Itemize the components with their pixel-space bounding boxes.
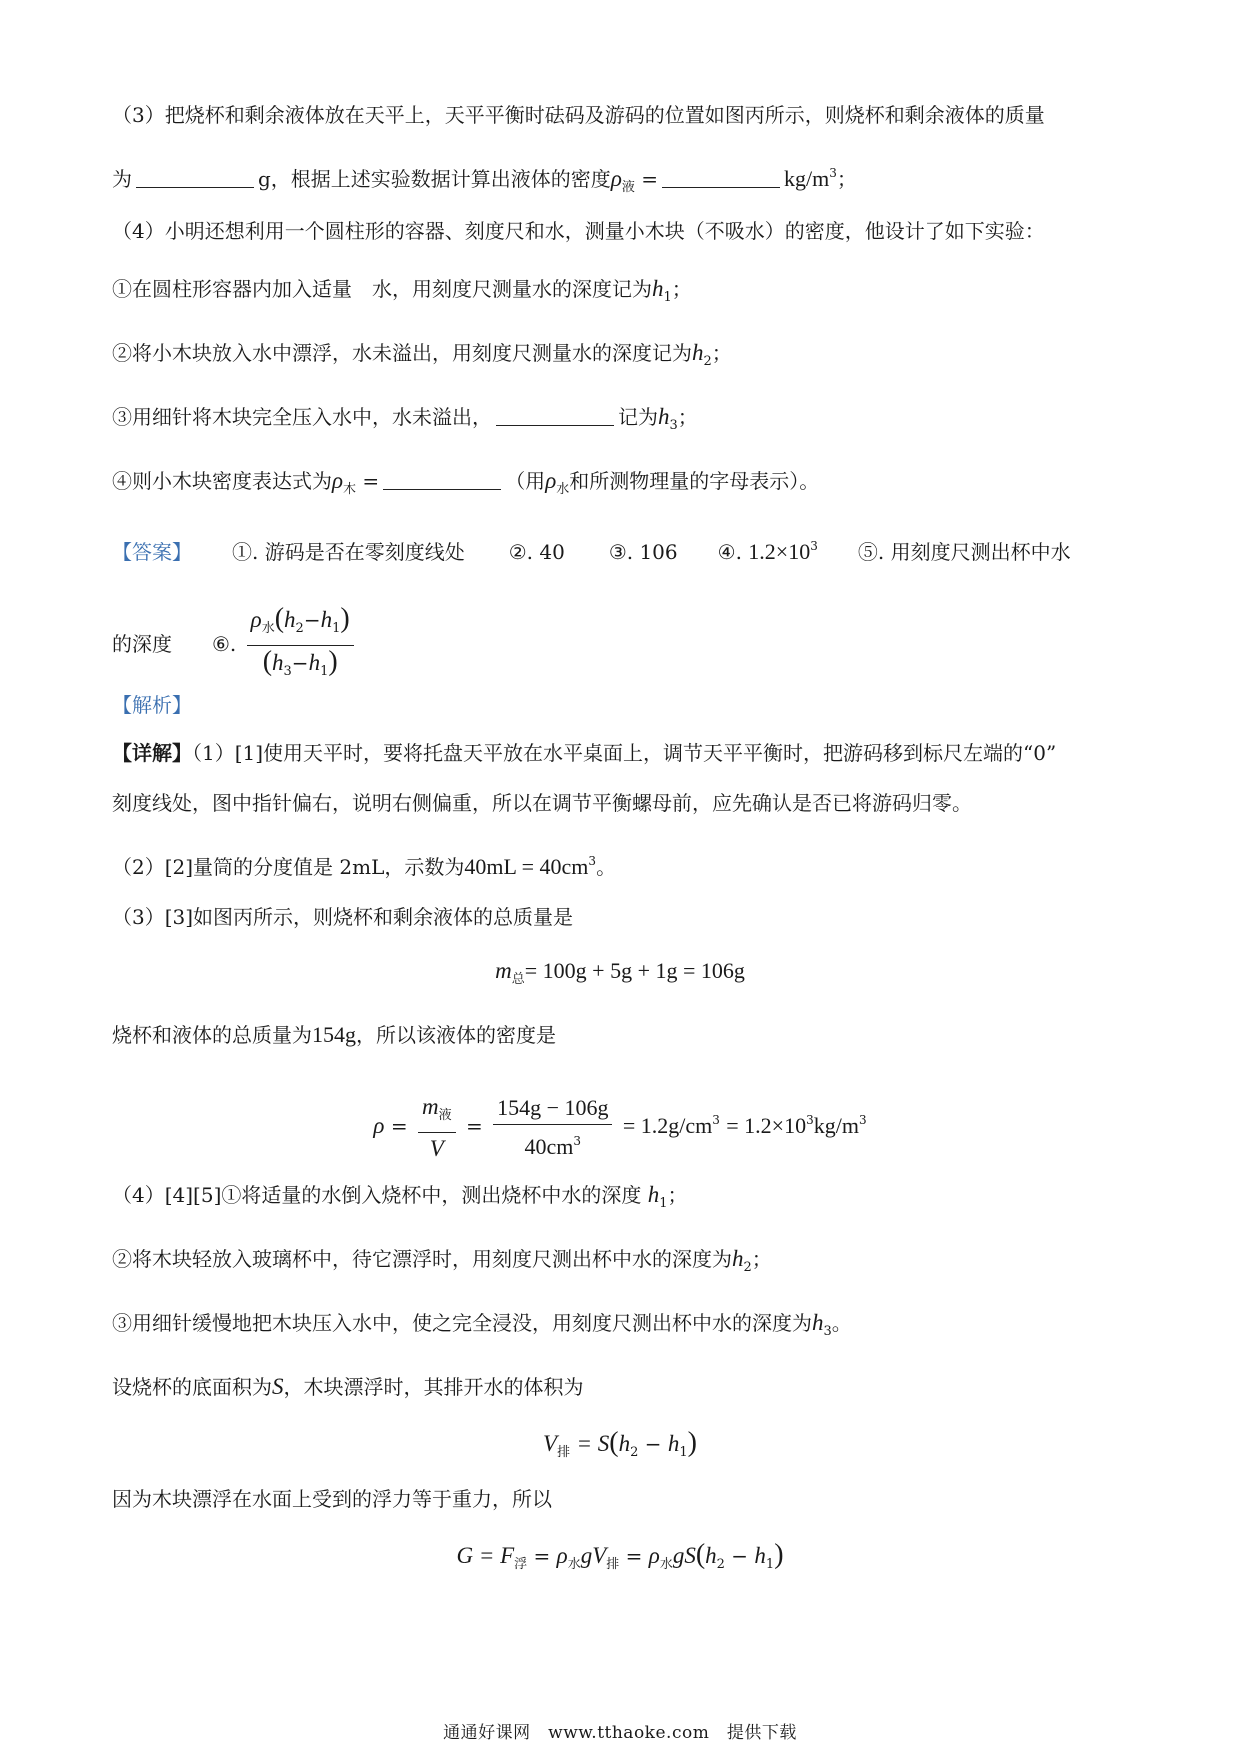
- s-var: S: [684, 1543, 696, 1568]
- para-2-end: 。: [596, 855, 617, 879]
- m-var: m: [421, 1093, 439, 1119]
- density-kg-m3: = 1.2×10: [726, 1113, 807, 1138]
- answer-5-cont: 的深度: [112, 632, 172, 656]
- answer-label: 【答案】: [112, 540, 192, 564]
- detail-text-cont: 刻度线处，图中指针偏右，说明右侧偏重，所以在调节平衡螺母前，应先确认是否已将游码归零。: [112, 791, 972, 815]
- analysis-label: 【解析】: [112, 693, 192, 717]
- rho-subscript: 液: [621, 180, 635, 195]
- h-var: h: [754, 1543, 766, 1568]
- rho-subscript: 木: [343, 482, 357, 497]
- h-sub: 1: [663, 290, 672, 305]
- h-sub: 1: [659, 1196, 668, 1211]
- v-var: V: [592, 1543, 607, 1568]
- equals-sign: =: [390, 1114, 408, 1138]
- para-3b-text: 烧杯和液体的总质量为: [112, 1023, 312, 1047]
- q3-line-2: [112, 158, 1128, 203]
- h-sub: 1: [332, 621, 341, 636]
- sup-3: 3: [858, 1113, 867, 1127]
- semicolon: ；: [751, 1247, 772, 1271]
- rho-symbol: ρ: [332, 468, 344, 493]
- h-var: h: [667, 1431, 680, 1456]
- q4-intro: [112, 216, 1128, 246]
- h-var: h: [652, 276, 664, 301]
- h-sub: 2: [630, 1445, 639, 1460]
- period: 。: [831, 1311, 852, 1335]
- h-sub: 2: [295, 621, 304, 636]
- g-var: g: [672, 1543, 685, 1568]
- density-frac-1: [418, 1093, 456, 1163]
- para-5: [112, 1372, 1128, 1402]
- q4-step-4: [112, 466, 1128, 505]
- para-3-text: （3）[3]如图丙所示，则烧杯和剩余液体的总质量是: [112, 905, 574, 929]
- h-sub: 1: [765, 1557, 775, 1572]
- step3-blank[interactable]: [496, 407, 614, 426]
- q3-end: ；: [836, 167, 857, 191]
- q4-step-2: [112, 338, 1128, 377]
- eq-volume: $V_排 = S(h_2 - h_1)$: [543, 1427, 697, 1460]
- h-sub: 2: [703, 354, 712, 369]
- h-var: h: [692, 340, 704, 365]
- para-4-3: [112, 1308, 1128, 1347]
- para-3b: [112, 1020, 1128, 1050]
- step2-text: ②将小木块放入水中漂浮，水未溢出，用刻度尺测量水的深度记为: [112, 341, 692, 365]
- h-var: h: [320, 607, 333, 632]
- rho-subscript: 水: [556, 482, 570, 497]
- q4-step-3: [112, 402, 1128, 441]
- eq-mass-rhs: = 100g + 5g + 1g = 106g: [524, 958, 745, 983]
- q4-step-1: [112, 274, 1128, 313]
- equals-sign: =: [362, 469, 380, 493]
- rho-symbol: ρ: [545, 468, 557, 493]
- frac-numerator: 154g − 106g: [493, 1094, 612, 1125]
- h-sub: 3: [283, 664, 292, 679]
- s-var: S: [272, 1374, 284, 1399]
- step4-text-c: 和所测物理量的字母表示）。: [569, 469, 820, 493]
- rho-subscript: 水: [567, 1557, 581, 1572]
- para-4-2-text: ②将木块轻放入玻璃杯中，待它漂浮时，用刻度尺测出杯中水的深度为: [112, 1247, 732, 1271]
- rho-symbol: ρ: [610, 166, 622, 191]
- rho-subscript: 水: [261, 621, 275, 636]
- h-var: h: [732, 1246, 744, 1271]
- para-5-text: 设烧杯的底面积为: [112, 1375, 272, 1399]
- rho-symbol: ρ: [250, 607, 262, 632]
- rho-subscript: 水: [659, 1557, 673, 1572]
- h-sub: 3: [823, 1324, 832, 1339]
- answer-5: ⑤. 用刻度尺测出杯中水: [857, 540, 1071, 564]
- equals-sign: =: [625, 1544, 643, 1568]
- answer-line: [112, 531, 1128, 567]
- expression-blank[interactable]: [383, 471, 501, 490]
- semicolon: ；: [671, 277, 692, 301]
- para-6-text: 因为木块漂浮在水面上受到的浮力等于重力，所以: [112, 1487, 552, 1511]
- h-var: h: [812, 1310, 824, 1335]
- detail-text: （1）[1]使用天平时，要将托盘天平放在水平桌面上，调节天平平衡时，把游码移到标尺左端的“0”: [192, 741, 1057, 765]
- equals-sign: =: [465, 1114, 483, 1138]
- frac-denominator: 40cm: [524, 1134, 574, 1159]
- density-frac-2: [493, 1094, 612, 1161]
- equals-sign: =: [641, 167, 658, 191]
- mass-blank[interactable]: [136, 169, 254, 188]
- detail-line-1: [112, 738, 1128, 768]
- frac-sup: 3: [573, 1134, 582, 1148]
- answer-1: ①. 游码是否在零刻度线处: [232, 540, 465, 564]
- rho-symbol: ρ: [373, 1113, 385, 1138]
- m-var: m: [495, 958, 512, 983]
- para-3: [112, 902, 1128, 932]
- h-sub: 1: [679, 1445, 688, 1460]
- q3-text-b: g，根据上述实验数据计算出液体的密度: [258, 167, 611, 191]
- sup-3: 3: [712, 1113, 720, 1127]
- para-4-2: [112, 1244, 1128, 1283]
- equals-sign: =: [533, 1544, 551, 1568]
- step4-text: ④则小木块密度表达式为: [112, 469, 332, 493]
- v-sub: 排: [606, 1557, 620, 1572]
- step3-text-b: 记为: [618, 405, 658, 429]
- h-sub: 1: [320, 664, 329, 679]
- h-sub: 3: [669, 418, 678, 433]
- semicolon: ；: [711, 341, 732, 365]
- rho-symbol: ρ: [556, 1543, 568, 1568]
- g-var: g: [580, 1543, 593, 1568]
- detail-tag: 【详解】: [112, 741, 192, 765]
- density-blank[interactable]: [662, 169, 780, 188]
- v-var: V: [429, 1135, 444, 1161]
- m-sub: 液: [438, 1107, 452, 1123]
- m-sub: 总: [511, 972, 525, 987]
- answer-4: 1.2×10: [748, 539, 811, 564]
- unit-kg-m: kg/m: [813, 1113, 859, 1138]
- unit-text: kg/m: [784, 166, 830, 191]
- answer-2: ②. 40: [508, 540, 565, 564]
- step1-text: ①在圆柱形容器内加入适量 水，用刻度尺测量水的深度记为: [112, 277, 652, 301]
- answer-6: ⑥.: [212, 632, 237, 656]
- para-4-1: [112, 1180, 1128, 1219]
- eq-gravity: $G = F_浮 = \rho_水gV_排 = \rho_水gS(h_2 - h_1)$: [456, 1539, 784, 1572]
- semicolon: ；: [677, 405, 698, 429]
- h-var: h: [618, 1431, 631, 1456]
- answer-line-2: [112, 603, 1128, 679]
- step3-text: ③用细针将木块完全压入水中，水未溢出，: [112, 405, 492, 429]
- h-var: h: [272, 650, 284, 675]
- step4-text-b: （用: [505, 469, 546, 493]
- para-4-1-text: （4）[4][5]①将适量的水倒入烧杯中，测出烧杯中水的深度: [112, 1183, 642, 1207]
- h-sub: 2: [716, 1557, 725, 1572]
- sup-3: 3: [806, 1113, 814, 1127]
- para-3b-val: 154g: [312, 1022, 356, 1047]
- semicolon: ；: [667, 1183, 688, 1207]
- unit-sup: 3: [829, 166, 837, 180]
- q3-text-a: 为: [112, 167, 132, 191]
- answer-6-fraction: $\frac{\rho_水(h_2-h_1)}{(h_3-h_1)}$: [247, 605, 354, 686]
- answer-4-sup: 3: [810, 539, 818, 553]
- q3-text: （3）把烧杯和剩余液体放在天平上，天平平衡时砝码及游码的位置如图丙所示，则烧杯和剩余液体的质量: [112, 103, 1045, 127]
- detail-line-2: [112, 788, 1128, 818]
- v-var: V: [543, 1431, 558, 1456]
- f-sub: 浮: [514, 1557, 528, 1572]
- q4-intro-text: （4）小明还想利用一个圆柱形的容器、刻度尺和水，测量小木块（不吸水）的密度，他设计了如下实验：: [112, 219, 1045, 243]
- density-g-cm3: = 1.2g/cm: [622, 1113, 713, 1138]
- q3-line-1: [112, 100, 1128, 130]
- para-2-text: （2）[2]量筒的分度值是 2mL，示数为: [112, 855, 465, 879]
- para-2-sup: 3: [588, 854, 597, 868]
- eq-volume-rhs: = S: [576, 1431, 610, 1456]
- answer-4-prefix: ④.: [717, 540, 749, 564]
- eq-density: [0, 1085, 1240, 1161]
- h-var: h: [284, 607, 296, 632]
- para-6: [112, 1484, 1128, 1514]
- para-5-text-b: ，木块漂浮时，其排开水的体积为: [283, 1375, 584, 1399]
- answer-3: ③. 106: [608, 540, 678, 564]
- eq-mass: [0, 956, 1240, 995]
- h-var: h: [308, 650, 321, 675]
- para-4-3-text: ③用细针缓慢地把木块压入水中，使之完全浸没，用刻度尺测出杯中水的深度为: [112, 1311, 812, 1335]
- h-var: h: [705, 1543, 717, 1568]
- analysis-label-line: [112, 690, 1128, 720]
- rho-symbol: ρ: [648, 1543, 660, 1568]
- v-sub: 排: [557, 1445, 571, 1460]
- h-sub: 2: [743, 1260, 752, 1275]
- h-var: h: [647, 1182, 660, 1207]
- page-footer: 通通好课网 www.tthaoke.com 提供下载: [443, 1723, 797, 1743]
- para-3b-text-b: ，所以该液体的密度是: [356, 1023, 556, 1047]
- para-2-eq: 40mL = 40cm: [464, 854, 589, 879]
- para-2: [112, 846, 1128, 882]
- eq-g-lhs: G = F: [456, 1543, 515, 1568]
- h-var: h: [658, 404, 670, 429]
